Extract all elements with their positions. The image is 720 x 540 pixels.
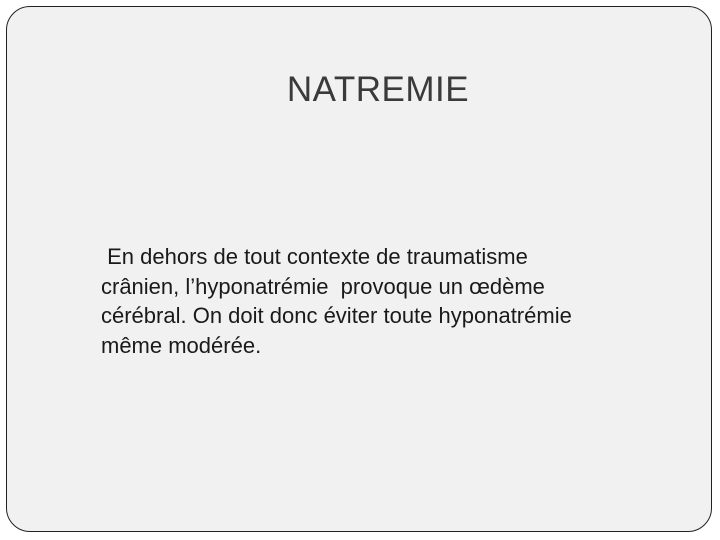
body-line: En dehors de tout contexte de traumatisme xyxy=(101,244,528,269)
body-line: même modérée. xyxy=(101,332,262,358)
slide-body-text xyxy=(101,242,681,360)
body-line: crânien, l’hyponatrémie provoque un œdème xyxy=(101,273,545,299)
body-line: cérébral. On doit donc éviter toute hyponatrémie xyxy=(101,303,572,328)
slide-title: NATREMIE xyxy=(286,70,470,109)
